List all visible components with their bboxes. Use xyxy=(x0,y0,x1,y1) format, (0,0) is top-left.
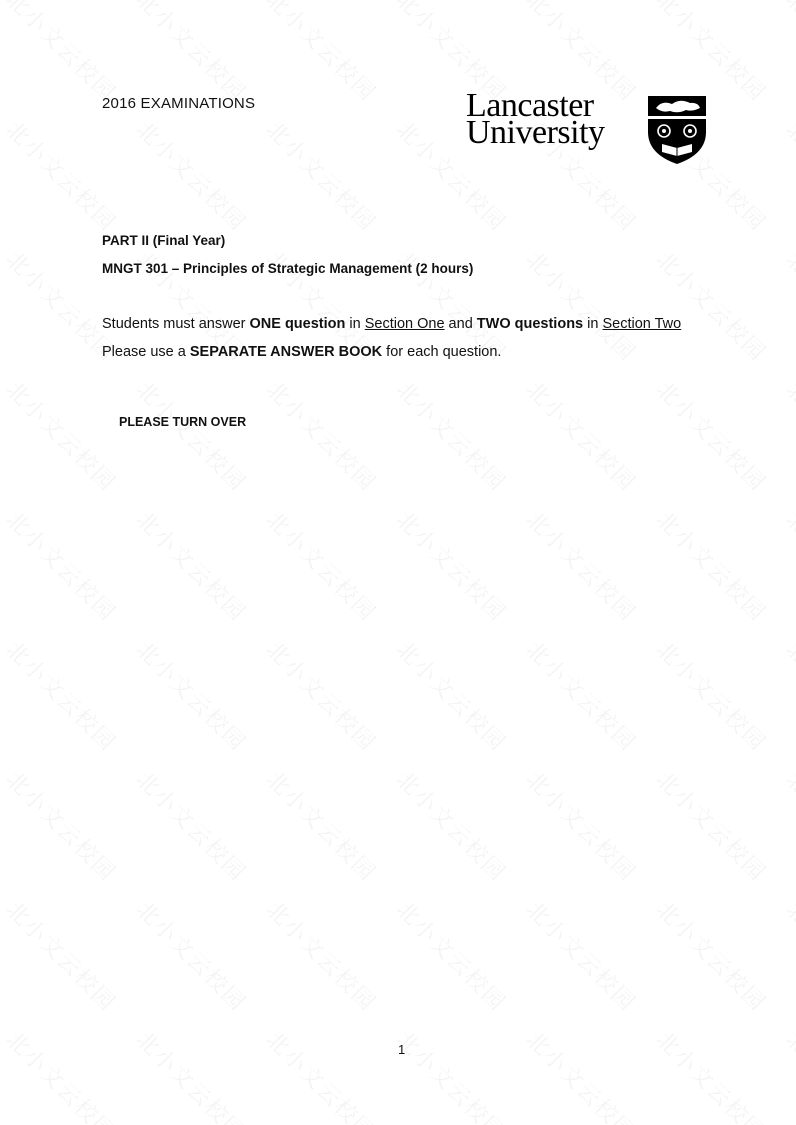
watermark-text xyxy=(520,504,644,628)
turn-over-note: PLEASE TURN OVER xyxy=(119,415,247,429)
instruction-emphasis: ONE question xyxy=(249,316,346,332)
watermark-text xyxy=(650,894,774,1018)
watermark-text xyxy=(780,244,796,368)
watermark-text xyxy=(0,764,124,888)
watermark-text xyxy=(0,1024,124,1125)
watermark-text xyxy=(0,634,124,758)
watermark-text xyxy=(260,374,384,498)
logo-line-2: University xyxy=(466,114,605,151)
instruction-line-1 xyxy=(102,316,681,332)
watermark-text xyxy=(0,374,124,498)
watermark-text xyxy=(780,764,796,888)
watermark-text xyxy=(650,244,774,368)
section-two-ref: Section Two xyxy=(602,316,682,332)
watermark-text xyxy=(0,504,124,628)
logo-wordmark xyxy=(466,87,644,151)
watermark-text xyxy=(390,764,514,888)
watermark-text xyxy=(260,1024,384,1125)
watermark-text xyxy=(260,114,384,238)
watermark-text xyxy=(260,634,384,758)
watermark-text xyxy=(390,1024,514,1125)
logo-line-1: Lancaster xyxy=(466,87,594,124)
watermark-text xyxy=(390,634,514,758)
watermark-text xyxy=(130,764,254,888)
watermark-text xyxy=(260,0,384,107)
watermark-text xyxy=(650,504,774,628)
instruction-text: Students must answer xyxy=(102,316,250,332)
watermark-text xyxy=(130,374,254,498)
watermark-text xyxy=(780,114,796,238)
watermark-text xyxy=(520,764,644,888)
watermark-text xyxy=(0,894,124,1018)
watermark-text xyxy=(520,244,644,368)
instruction-text: for each question. xyxy=(382,344,502,360)
watermark-text xyxy=(650,764,774,888)
instruction-text: in xyxy=(583,316,603,332)
watermark-text xyxy=(780,634,796,758)
course-title: MNGT 301 – Principles of Strategic Management (2 hours) xyxy=(102,261,474,276)
university-crest-icon xyxy=(646,94,708,166)
watermark-text xyxy=(390,374,514,498)
watermark-text xyxy=(130,634,254,758)
watermark-text xyxy=(260,894,384,1018)
watermark-text xyxy=(130,0,254,107)
instruction-text: and xyxy=(444,316,477,332)
instruction-emphasis: SEPARATE ANSWER BOOK xyxy=(189,344,383,360)
instruction-emphasis: TWO questions xyxy=(476,316,584,332)
watermark-text xyxy=(520,894,644,1018)
watermark-text xyxy=(520,374,644,498)
watermark-text xyxy=(780,1024,796,1125)
instruction-text: Please use a xyxy=(102,344,190,360)
page-number: 1 xyxy=(398,1042,406,1057)
watermark-text xyxy=(520,1024,644,1125)
watermark-text xyxy=(130,894,254,1018)
university-logo xyxy=(466,87,710,168)
watermark-text xyxy=(780,374,796,498)
watermark-text xyxy=(0,0,124,107)
watermark-text xyxy=(390,894,514,1018)
exam-year: 2016 EXAMINATIONS xyxy=(102,95,256,112)
watermark-text xyxy=(260,504,384,628)
watermark-text xyxy=(130,504,254,628)
watermark-text xyxy=(780,0,796,107)
watermark-text xyxy=(390,504,514,628)
watermark-text xyxy=(0,114,124,238)
watermark-text xyxy=(520,634,644,758)
watermark-text xyxy=(650,1024,774,1125)
watermark-text xyxy=(130,114,254,238)
watermark-text xyxy=(650,634,774,758)
exam-part: PART II (Final Year) xyxy=(102,233,226,248)
watermark-text xyxy=(650,374,774,498)
watermark-text xyxy=(130,1024,254,1125)
instruction-line-2 xyxy=(102,344,501,360)
watermark-text xyxy=(260,764,384,888)
watermark-text xyxy=(780,504,796,628)
section-one-ref: Section One xyxy=(364,316,445,332)
watermark-text xyxy=(780,894,796,1018)
instruction-text: in xyxy=(345,316,365,332)
